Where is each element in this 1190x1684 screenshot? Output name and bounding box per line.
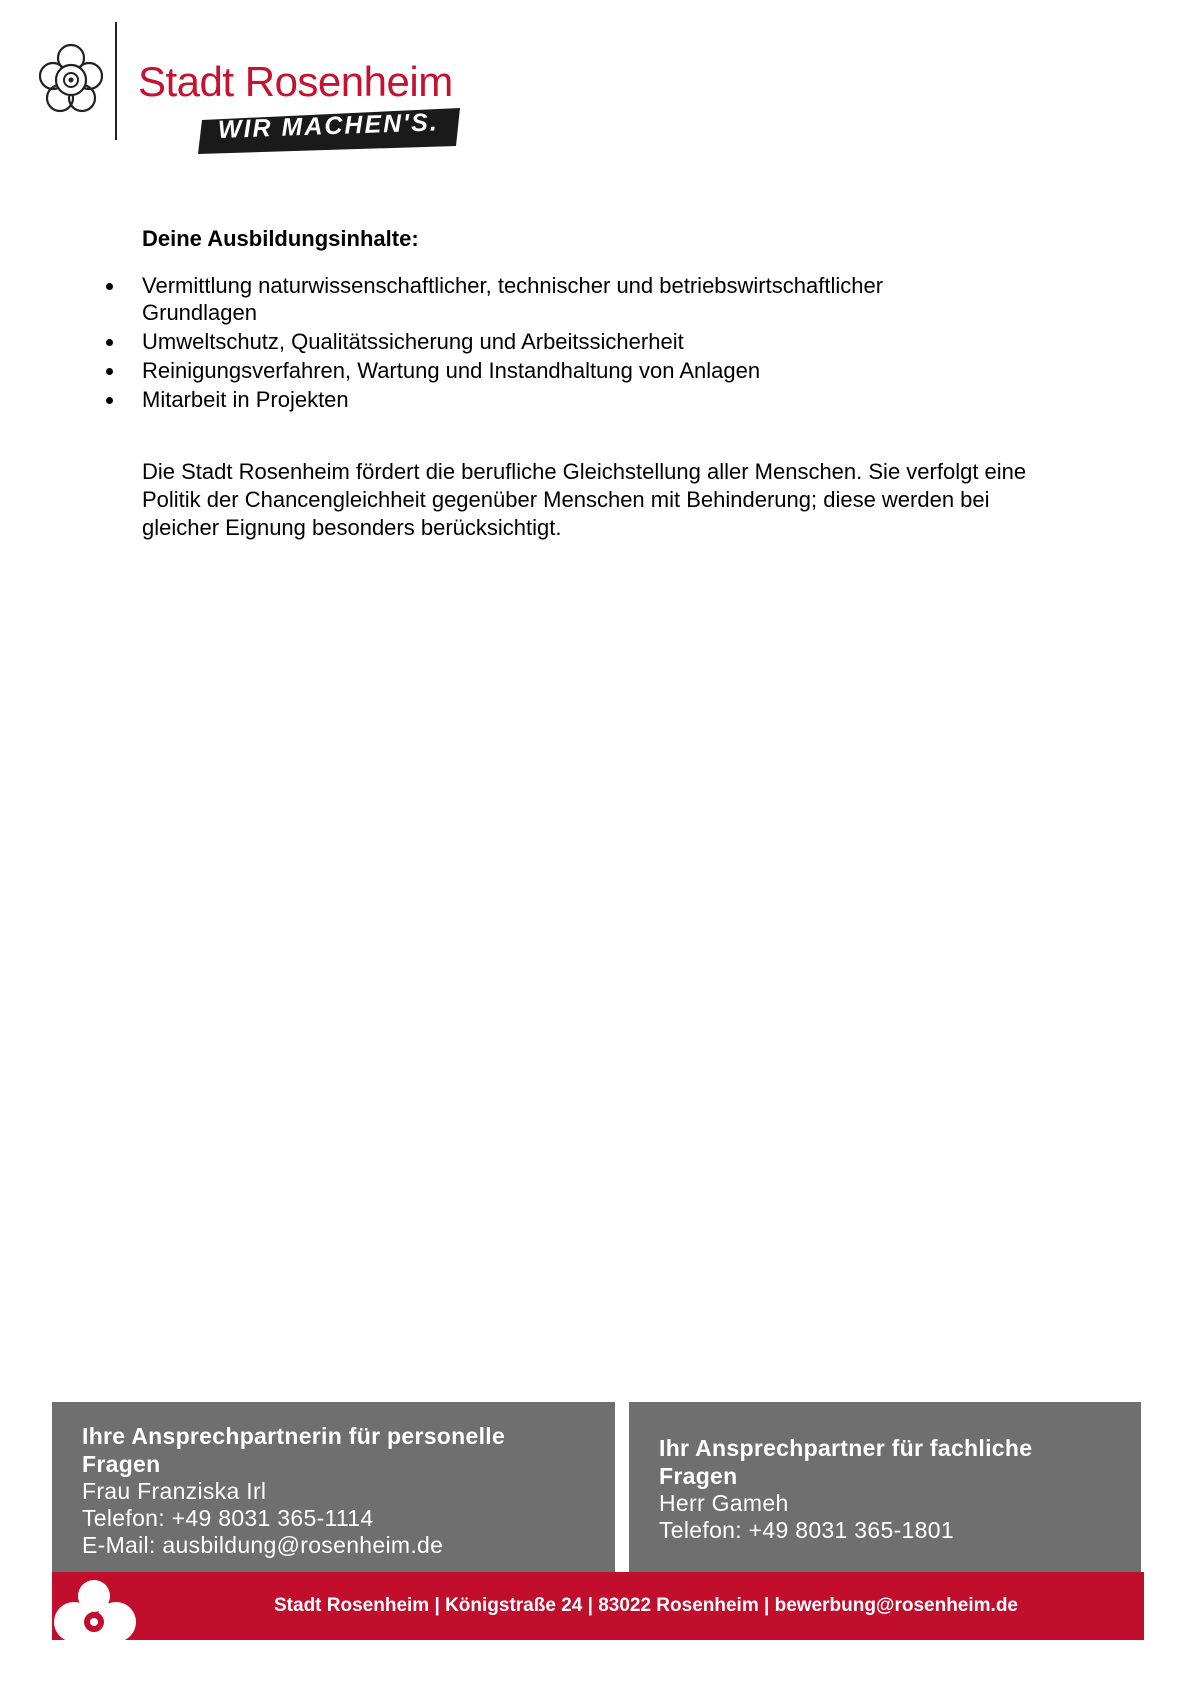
footer-address: Stadt Rosenheim | Königstraße 24 | 83022 Rosenheim | bewerbung@rosenheim.de — [274, 1595, 1018, 1616]
technical-contact-box — [629, 1402, 1141, 1574]
logo-slogan — [198, 106, 464, 156]
slogan-text: WIR MACHEN'S. — [217, 108, 440, 144]
personal-contact-email[interactable]: E-Mail: ausbildung@rosenheim.de — [82, 1532, 444, 1558]
list-item — [102, 328, 1002, 355]
bullet-icon — [106, 368, 113, 375]
rose-emblem-icon — [38, 42, 104, 114]
personal-contact-name: Frau Franziska Irl — [82, 1478, 267, 1504]
logo-org-name: Stadt Rosenheim — [138, 58, 453, 105]
list-item-text: Vermittlung naturwissenschaftlicher, technischer und betriebswirtschaftlicher Grundlagen — [142, 273, 884, 325]
technical-contact-phone: Telefon: +49 8031 365-1801 — [659, 1517, 954, 1543]
personal-contact-title: Ihre Ansprechpartnerin für personelle Fragen — [82, 1423, 506, 1477]
logo-divider — [115, 22, 117, 140]
section-heading: Deine Ausbildungsinhalte: — [142, 226, 419, 251]
training-content-list — [102, 272, 1002, 415]
list-item — [102, 272, 1002, 326]
footer-rose-icon — [54, 1574, 174, 1640]
list-item-text: Umweltschutz, Qualitätssicherung und Arbeitssicherheit — [142, 329, 684, 354]
technical-contact-title: Ihr Ansprechpartner für fachliche Fragen — [659, 1435, 1033, 1489]
bullet-icon — [106, 397, 113, 404]
personal-contact-phone: Telefon: +49 8031 365-1114 — [82, 1505, 374, 1531]
technical-contact-name: Herr Gameh — [659, 1490, 789, 1516]
bullet-icon — [106, 283, 113, 290]
personal-contact-box — [52, 1402, 615, 1574]
list-item — [102, 357, 1002, 384]
bullet-icon — [106, 339, 113, 346]
list-item-text: Mitarbeit in Projekten — [142, 387, 349, 412]
list-item-text: Reinigungsverfahren, Wartung und Instandhaltung von Anlagen — [142, 358, 761, 383]
equality-statement: Die Stadt Rosenheim fördert die berufliche Gleichstellung aller Menschen. Sie verfolgt eine Politik der Chancengleichheit gegenüber Menschen mit Behinderung; diese werden bei gleicher Eignung besonders berücksichtigt. — [142, 459, 1027, 540]
list-item — [102, 386, 1002, 413]
footer-bar — [52, 1572, 1144, 1640]
